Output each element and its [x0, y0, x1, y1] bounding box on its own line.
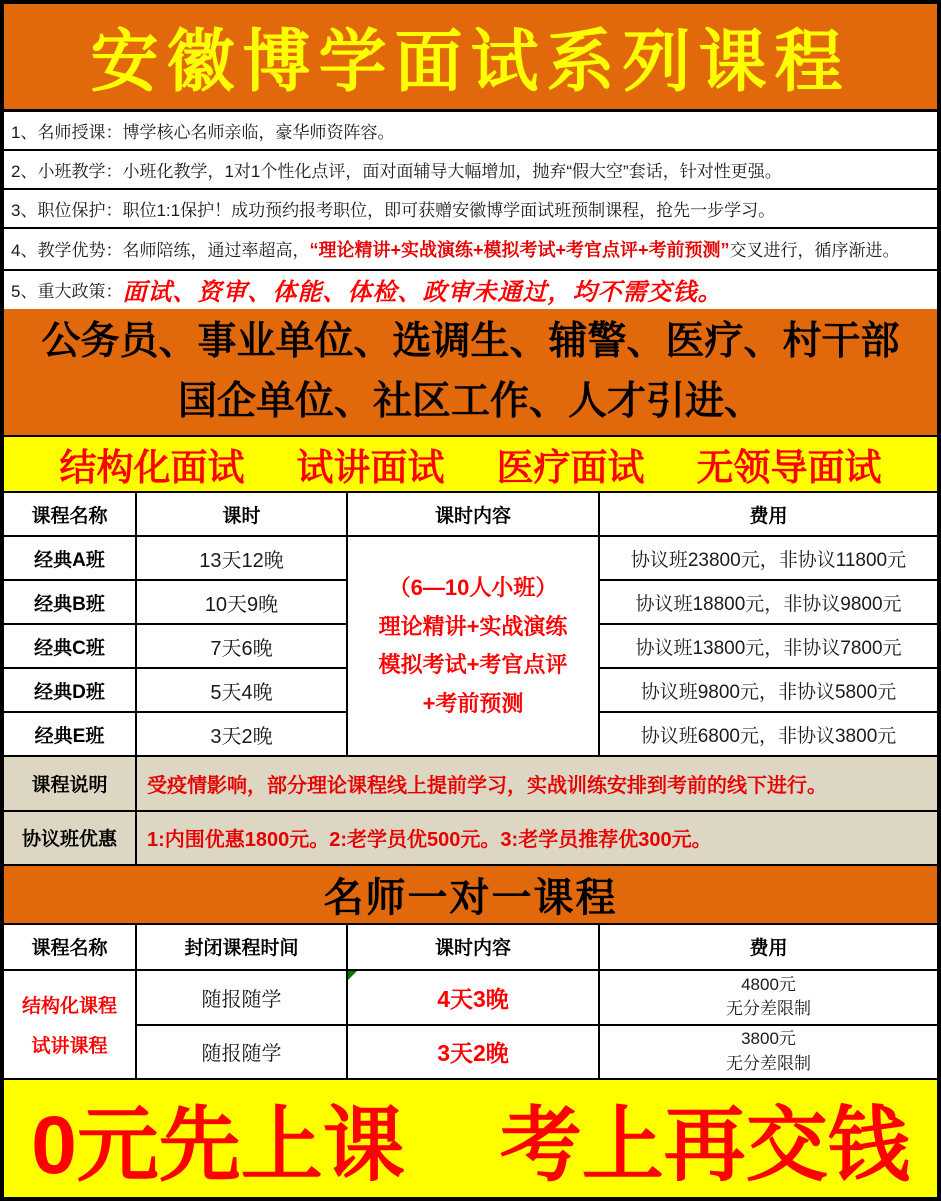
one-on-one-title-bar [4, 866, 937, 925]
course-name-cell: 经典D班 [4, 669, 137, 713]
note-text: 受疫情影响，部分理论课程线上提前学习，实战训练安排到考前的线下进行。 [147, 774, 827, 797]
fee-cell: 协议班6800元，非协议3800元 [600, 713, 937, 757]
table-header-fee: 费用 [600, 493, 937, 537]
content-line: +考前预测 [422, 690, 524, 716]
course-name-cell: 经典A班 [4, 537, 137, 581]
content-cell [348, 971, 600, 1026]
table-header-fee: 费用 [600, 925, 937, 971]
fee-cell [600, 1026, 937, 1080]
course-names-merged-cell [4, 971, 137, 1080]
content-cell [348, 1026, 600, 1080]
schedule-cell: 随报随学 [137, 971, 348, 1026]
course-table [4, 493, 937, 757]
footer-text-left: 0元先上课 [31, 1099, 405, 1191]
course-label-trial-lecture: 试讲课程 [31, 1035, 108, 1057]
course-name-cell: 经典E班 [4, 713, 137, 757]
feature-label: 小班教学： [37, 161, 123, 181]
table-header-content: 课时内容 [348, 493, 600, 537]
feature-text: 博学核心名师亲临，豪华师资阵容。 [122, 122, 395, 142]
title-banner [4, 4, 937, 112]
course-label-structured: 结构化课程 [21, 996, 117, 1018]
content-value: 4天3晚 [437, 985, 509, 1012]
poster-title: 安徽博学面试系列课程 [90, 23, 851, 100]
fee-cell: 协议班23800元，非协议11800元 [600, 537, 937, 581]
table-header-schedule: 封闭课程时间 [137, 925, 348, 971]
hours-cell: 13天12晚 [137, 537, 348, 581]
footer-banner [4, 1080, 937, 1197]
fee-cell [600, 971, 937, 1026]
table-header-course-name: 课程名称 [4, 493, 137, 537]
hours-cell: 5天4晚 [137, 669, 348, 713]
feature-row-1 [4, 112, 937, 151]
table-header-course-name: 课程名称 [4, 925, 137, 971]
audience-line-1: 公务员、事业单位、选调生、辅警、医疗、村干部 [41, 319, 900, 363]
track-structured-interview: 结构化面试 [59, 447, 245, 489]
hours-cell: 3天2晚 [137, 713, 348, 757]
cell-error-marker-icon [348, 971, 357, 980]
feature-row-4 [4, 229, 937, 271]
content-line: （6—10人小班） [388, 575, 558, 601]
hours-cell: 10天9晚 [137, 581, 348, 625]
feature-text: 职位1:1保护！成功预约报考职位，即可获赠安徽博学面试班预制课程，抢先一步学习。 [122, 200, 776, 220]
course-name-cell: 经典B班 [4, 581, 137, 625]
feature-row-5 [4, 271, 937, 309]
feature-highlight: “理论精讲+实战演练+模拟考试+考官点评+考前预测” [309, 239, 730, 260]
feature-text-tail: 交叉进行，循序渐进。 [729, 241, 900, 261]
track-medical-interview: 医疗面试 [496, 447, 645, 489]
feature-label: 教学优势： [37, 241, 123, 261]
track-leaderless-interview: 无领导面试 [696, 447, 882, 489]
fee-cell: 协议班9800元，非协议5800元 [600, 669, 937, 713]
footer-text-right: 考上再交钱 [499, 1099, 910, 1191]
content-value: 3天2晚 [437, 1040, 509, 1067]
fee-cell: 协议班18800元，非协议9800元 [600, 581, 937, 625]
feature-number: 4、 [11, 241, 38, 261]
note-label: 课程说明 [4, 757, 137, 809]
content-line: 模拟考试+考官点评 [378, 652, 568, 678]
feature-row-3 [4, 190, 937, 229]
content-merged-cell [348, 537, 600, 757]
feature-number: 3、 [11, 200, 38, 220]
content-line: 理论精讲+实战演练 [378, 613, 568, 639]
one-on-one-table [4, 925, 937, 1080]
note-row-discount [4, 812, 937, 866]
fee-amount: 3800元 [741, 1029, 796, 1049]
note-label: 协议班优惠 [4, 812, 137, 864]
note-row-course-description [4, 757, 937, 811]
audience-line-2: 国企单位、社区工作、人才引进、 [177, 380, 763, 423]
policy-highlight: 面试、资审、体能、体检、政审未通过，均不需交钱。 [122, 280, 723, 307]
feature-text: 小班化教学，1对1个性化点评，面对面辅导大幅增加，抛弃“假大空”套话，针对性更强。 [122, 161, 782, 181]
feature-number: 1、 [11, 122, 38, 142]
table-header-content: 课时内容 [348, 925, 600, 971]
feature-row-2 [4, 151, 937, 190]
course-name-cell: 经典C班 [4, 625, 137, 669]
feature-number: 2、 [11, 161, 38, 181]
fee-condition: 无分差限制 [726, 1053, 811, 1073]
one-on-one-title: 名师一对一课程 [323, 875, 618, 920]
tracks-bar [4, 435, 937, 493]
fee-condition: 无分差限制 [726, 999, 811, 1019]
feature-list [4, 112, 937, 309]
feature-label: 重大政策： [37, 282, 123, 302]
track-trial-lecture: 试讲面试 [296, 447, 445, 489]
feature-text: 名师陪练，通过率超高， [122, 241, 310, 261]
feature-label: 名师授课： [37, 122, 123, 142]
hours-cell: 7天6晚 [137, 625, 348, 669]
note-text: 1:内围优惠1800元。2:老学员优500元。3:老学员推荐优300元。 [147, 829, 712, 852]
schedule-cell: 随报随学 [137, 1026, 348, 1080]
feature-label: 职位保护： [37, 200, 123, 220]
table-header-hours: 课时 [137, 493, 348, 537]
audience-banner [4, 309, 937, 436]
fee-amount: 4800元 [741, 974, 796, 994]
feature-number: 5、 [11, 282, 38, 302]
fee-cell: 协议班13800元，非协议7800元 [600, 625, 937, 669]
